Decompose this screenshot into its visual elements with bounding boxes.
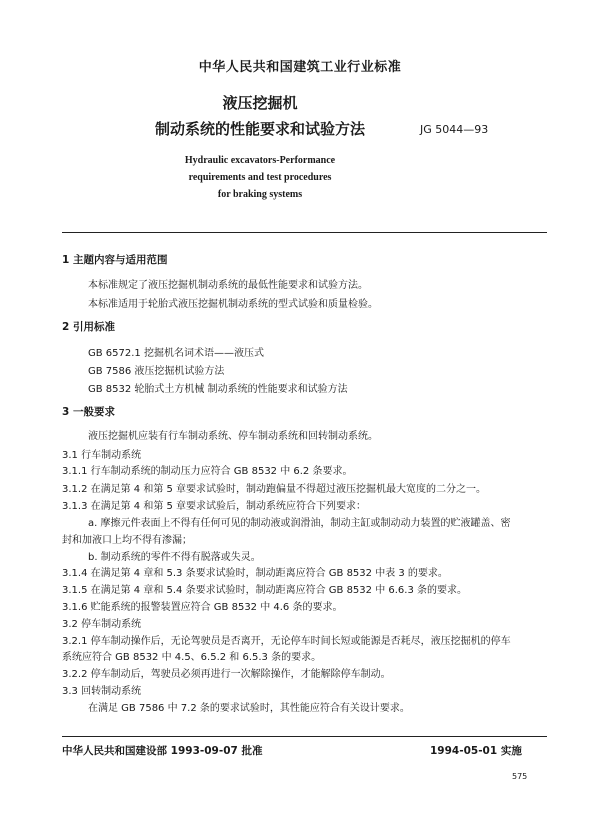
section-1-para-1: 本标准规定了液压挖掘机制动系统的最低性能要求和试验方法。 xyxy=(88,280,368,291)
clause-3-1-3-item-b: b. 制动系统的零件不得有脱落或失灵。 xyxy=(88,552,261,563)
section-2-heading: 2 引用标准 xyxy=(62,321,115,333)
section-1-para-2: 本标准适用于轮胎式液压挖掘机制动系统的型式试验和质量检验。 xyxy=(88,299,378,310)
clause-3-2-1: 3.2.1 停车制动操作后，无论驾驶员是否离开，无论停车时间长短或能源是否耗尽，液压挖掘机的停车 xyxy=(62,636,511,647)
clause-3-1-2: 3.1.2 在满足第 4 和第 5 章要求试验时，制动跑偏量不得超过液压挖掘机最大宽度的二分之一。 xyxy=(62,484,487,495)
implementation-date: 1994-05-01 实施 xyxy=(430,745,522,757)
clause-3-1-3-item-a: a. 摩擦元件表面上不得有任何可见的制动液或润滑油，制动主缸或制动动力装置的贮液罐盖、密 xyxy=(88,518,511,529)
section-3-para: 液压挖掘机应装有行车制动系统、停车制动系统和回转制动系统。 xyxy=(88,431,378,442)
reference-gb7586: GB 7586 液压挖掘机试验方法 xyxy=(88,366,225,377)
clause-3-1: 3.1 行车制动系统 xyxy=(62,450,142,461)
page-number: 575 xyxy=(512,772,528,781)
clause-3-1-3-item-a-cont: 封和加液口上均不得有渗漏； xyxy=(62,535,192,546)
top-divider xyxy=(62,232,547,233)
standard-number: JG 5044—93 xyxy=(420,123,489,136)
english-title-line1: Hydraulic excavators-Performance xyxy=(184,155,336,166)
clause-3-1-6: 3.1.6 贮能系统的报警装置应符合 GB 8532 中 4.6 条的要求。 xyxy=(62,602,343,613)
document-title-line1: 液压挖掘机 xyxy=(222,94,298,112)
bottom-divider xyxy=(62,736,547,737)
clause-3-2-2: 3.2.2 停车制动后，驾驶员必须再进行一次解除操作，才能解除停车制动。 xyxy=(62,669,391,680)
clause-3-2: 3.2 停车制动系统 xyxy=(62,619,142,630)
clause-3-1-4: 3.1.4 在满足第 4 章和 5.3 条要求试验时，制动距离应符合 GB 8532 中表 3 的要求。 xyxy=(62,568,448,579)
clause-3-2-1-cont: 系统应符合 GB 8532 中 4.5、6.5.2 和 6.5.3 条的要求。 xyxy=(62,652,322,663)
approval-date: 中华人民共和国建设部 1993-09-07 批准 xyxy=(62,745,263,757)
section-3-heading: 3 一般要求 xyxy=(62,406,115,418)
standard-category-header: 中华人民共和国建筑工业行业标准 xyxy=(198,60,402,75)
clause-3-3-para: 在满足 GB 7586 中 7.2 条的要求试验时，其性能应符合有关设计要求。 xyxy=(88,703,410,714)
clause-3-1-1: 3.1.1 行车制动系统的制动压力应符合 GB 8532 中 6.2 条要求。 xyxy=(62,466,353,477)
reference-gb8532: GB 8532 轮胎式土方机械 制动系统的性能要求和试验方法 xyxy=(88,384,348,395)
clause-3-3: 3.3 回转制动系统 xyxy=(62,686,142,697)
clause-3-1-5: 3.1.5 在满足第 4 章和 5.4 条要求试验时，制动距离应符合 GB 8532 中 6.6.3 条的要求。 xyxy=(62,585,467,596)
english-title-line2: requirements and test procedures xyxy=(188,172,332,183)
reference-gb6572: GB 6572.1 挖掘机名词术语——液压式 xyxy=(88,348,264,359)
clause-3-1-3: 3.1.3 在满足第 4 和第 5 章要求试验后，制动系统应符合下列要求： xyxy=(62,501,367,512)
english-title-line3: for braking systems xyxy=(217,189,303,200)
document-title-line2: 制动系统的性能要求和试验方法 xyxy=(154,120,365,138)
section-1-heading: 1 主题内容与适用范围 xyxy=(62,254,168,266)
